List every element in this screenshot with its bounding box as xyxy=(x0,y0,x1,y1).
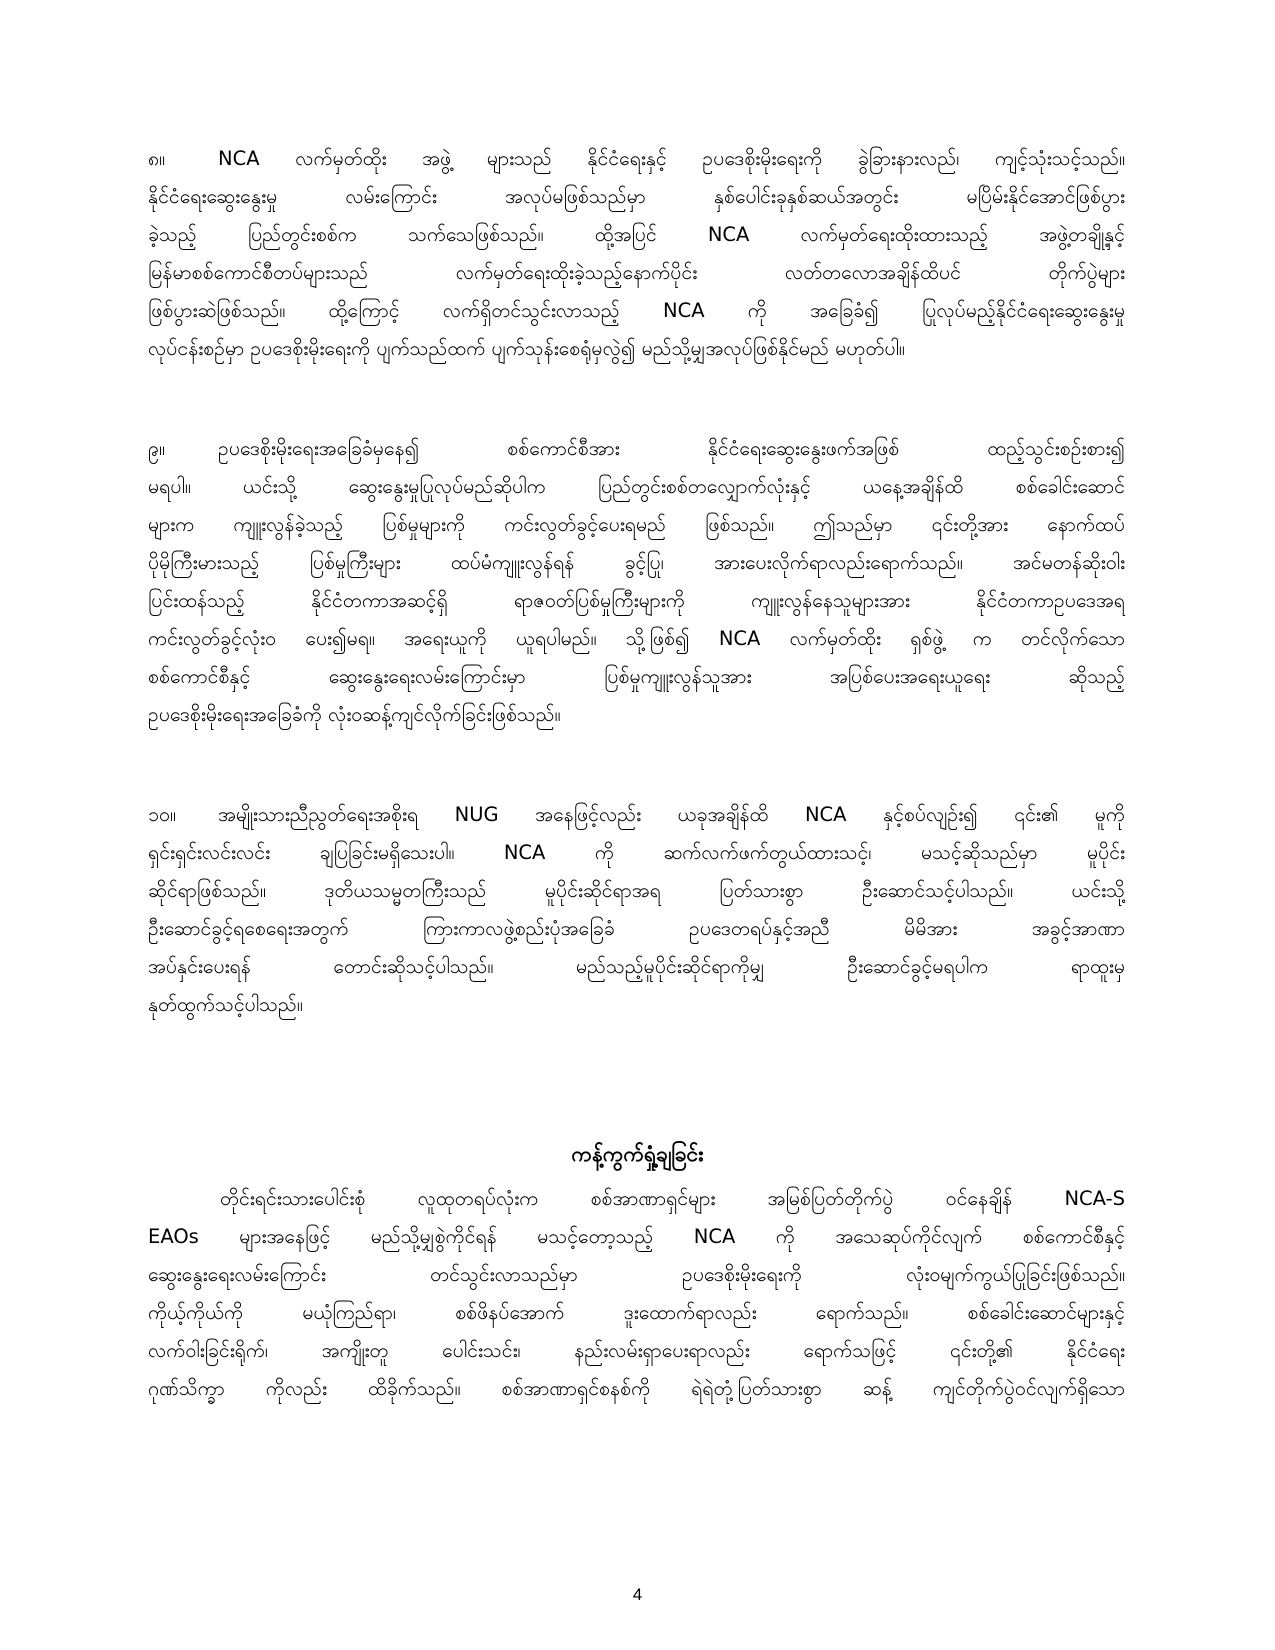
paragraph-line: ပိုမိုကြီးမားသည့် ပြစ်မှုကြီးများ ထပ်မံကျူးလွန်ရန် ခွင့်ပြု၊ အားပေးလိုက်ရာလည်းရောက်သည်။ အင်မတန်ဆိုးဝါး xyxy=(148,551,1125,574)
paragraph-line: လုပ်ငန်းစဉ်မှာ ဥပဒေစိုးမိုးရေးကို ပျက်သည်ထက် ပျက်သုန်းစေရုံမှလွဲ၍ မည်သို့မျှအလုပ်ဖြစ်နိုင်မည် မဟုတ်ပါ။ xyxy=(148,337,905,360)
paragraph-number: ၁၀။ xyxy=(148,803,176,826)
paragraph-line: လက်ဝါးခြင်းရိုက်၊ အကျိုးတူ ပေါင်းသင်း၊ နည်းလမ်းရှာပေးရာလည်း ရောက်သဖြင့် ၎င်းတို့၏ နိုင်ငံရေး xyxy=(148,1339,1125,1362)
paragraph-line: များက ကျူးလွန်ခဲ့သည့် ပြစ်မှုများကို ကင်းလွတ်ခွင့်ပေးရမည် ဖြစ်သည်။ ဤသည်မှာ ၎င်းတို့အား နောက်ထပ် xyxy=(148,513,1125,536)
page-number: 4 xyxy=(632,1585,643,1604)
paragraph-line: ပြင်းထန်သည့် နိုင်ငံတကာအဆင့်ရှိ ရာဇဝတ်ပြစ်မှုကြီးများကို ကျူးလွန်နေသူများအား နိုင်ငံတကာဥပဒေအရ xyxy=(148,589,1125,612)
paragraph-line: မရပါ။ ယင်းသို့ ဆွေးနွေးမှုပြုလုပ်မည်ဆိုပါက ပြည်တွင်းစစ်တလျှောက်လုံးနှင့် ယနေ့အချိန်ထိ စစ်ခေါင်းဆောင် xyxy=(148,475,1125,498)
paragraph-line: ဆွေးနွေးရေးလမ်းကြောင်း တင်သွင်းလာသည်မှာ ဥပဒေစိုးမိုးရေးကို လုံးဝမျက်ကွယ်ပြုခြင်းဖြစ်သည်။ xyxy=(148,1263,1125,1286)
paragraph-line: ဆိုင်ရာဖြစ်သည်။ ဒုတိယသမ္မတကြီးသည် မူပိုင်းဆိုင်ရာအရ ပြတ်သားစွာ ဦးဆောင်သင့်ပါသည်။ ယင်းသို့ xyxy=(148,879,1125,902)
paragraph-line: ခဲ့သည့် ပြည်တွင်းစစ်က သက်သေဖြစ်သည်။ ထို့အပြင် NCA လက်မှတ်ရေးထိုးထားသည့် အဖွဲ့တချို့နှင့် xyxy=(148,223,1125,246)
paragraph-line: နုတ်ထွက်သင့်ပါသည်။ xyxy=(148,993,303,1016)
paragraph-line: တိုင်းရင်းသားပေါင်းစုံ လူထုတရပ်လုံးက စစ်အာဏာရှင်များ အမြစ်ပြတ်တိုက်ပွဲ ဝင်နေချိန် NCA-S xyxy=(220,1187,1125,1210)
paragraph-number: ၉။ xyxy=(148,437,165,460)
paragraph-number: ၈။ xyxy=(148,147,166,170)
section-heading: ကန့်ကွက်ရှုံ့ချခြင်း xyxy=(571,1142,704,1166)
paragraph-line: မြန်မာစစ်ကောင်စီတပ်များသည် လက်မှတ်ရေးထိုးခဲ့သည့်နောက်ပိုင်း လတ်တလောအချိန်ထိပင် တိုက်ပွဲများ xyxy=(148,261,1125,284)
paragraph-line: EAOs များအနေဖြင့် မည်သို့မျှစွဲကိုင်ရန် မသင့်တော့သည့် NCA ကို အသေဆုပ်ကိုင်လျက် စစ်ကောင်စီနှင့် xyxy=(148,1225,1125,1248)
paragraph-line: ကိုယ့်ကိုယ်ကို မယုံကြည်ရာ၊ စစ်ဖိနပ်အောက် ဒူးထောက်ရာလည်း ရောက်သည်။ စစ်ခေါင်းဆောင်များနှင့် xyxy=(148,1301,1125,1324)
paragraph-line: စစ်ကောင်စီနှင့် ဆွေးနွေးရေးလမ်းကြောင်းမှာ ပြစ်မှုကျူးလွန်သူအား အပြစ်ပေးအရေးယူရေး ဆိုသည့် xyxy=(148,665,1125,688)
paragraph-line: ၁၀။ အမျိုးသားညီညွတ်ရေးအစိုးရ NUG အနေဖြင့်လည်း ယခုအချိန်ထိ NCA နှင့်စပ်လျဉ်း၍ ၎င်း၏ မူကို xyxy=(148,800,1125,830)
paragraph-line: ၉။ ဥပဒေစိုးမိုးရေးအခြေခံမှနေ၍ စစ်ကောင်စီအား နိုင်ငံရေးဆွေးနွေးဖက်အဖြစ် ထည့်သွင်းစဉ်းစား၍ xyxy=(148,434,1125,464)
paragraph-line: ဦးဆောင်ခွင့်ရစေရေးအတွက် ကြားကာလဖွဲ့စည်းပုံအခြေခံ ဥပဒေတရပ်နှင့်အညီ မိမိအား အခွင့်အာဏာ xyxy=(148,917,1125,940)
paragraph-line: အပ်နှင်းပေးရန် တောင်းဆိုသင့်ပါသည်။ မည်သည့်မူပိုင်းဆိုင်ရာကိုမျှ ဦးဆောင်ခွင့်မရပါက ရာထူးမှ xyxy=(148,955,1125,978)
paragraph-line: ဂုဏ်သိက္ခာ ကိုလည်း ထိခိုက်သည်။ စစ်အာဏာရှင်စနစ်ကို ရဲရဲတုံ့ပြတ်သားစွာ ဆန့် ကျင်တိုက်ပွဲဝင်လျက်ရှိသော xyxy=(148,1377,1125,1400)
paragraph-line: ကင်းလွတ်ခွင့်လုံးဝ ပေး၍မရ။ အရေးယူကို ယူရပါမည်။ သို့ဖြစ်၍ NCA လက်မှတ်ထိုး ရှစ်ဖွဲ့ က တင်လိုက်သော xyxy=(148,627,1125,650)
paragraph-line: ရှင်းရှင်းလင်းလင်း ချပြခြင်းမရှိသေးပါ။ NCA ကို ဆက်လက်ဖက်တွယ်ထားသင့်၊ မသင့်ဆိုသည်မှာ မူပိုင်း xyxy=(148,841,1125,864)
paragraph-line: ဖြစ်ပွားဆဲဖြစ်သည်။ ထို့ကြောင့် လက်ရှိတင်သွင်းလာသည့် NCA ကို အခြေခံ၍ ပြုလုပ်မည့်နိုင်ငံရေးဆွေးနွေးမှု xyxy=(148,299,1125,322)
paragraph-line: ဥပဒေစိုးမိုးရေးအခြေခံကို လုံးဝဆန့်ကျင်လိုက်ခြင်းဖြစ်သည်။ xyxy=(148,703,561,726)
paragraph-line: နိုင်ငံရေးဆွေးနွေးမှု လမ်းကြောင်း အလုပ်မဖြစ်သည်မှာ နှစ်ပေါင်းခုနှစ်ဆယ်အတွင်း မပြိမ်းနိုင်အောင်ဖြစ်ပွား xyxy=(148,185,1125,208)
paragraph-line: ၈။ NCA လက်မှတ်ထိုး အဖွဲ့ များသည် နိုင်ငံရေးနှင့် ဥပဒေစိုးမိုးရေးကို ခွဲခြားနားလည်၊ ကျင့်သုံးသင့်သည်။ xyxy=(148,144,1125,174)
